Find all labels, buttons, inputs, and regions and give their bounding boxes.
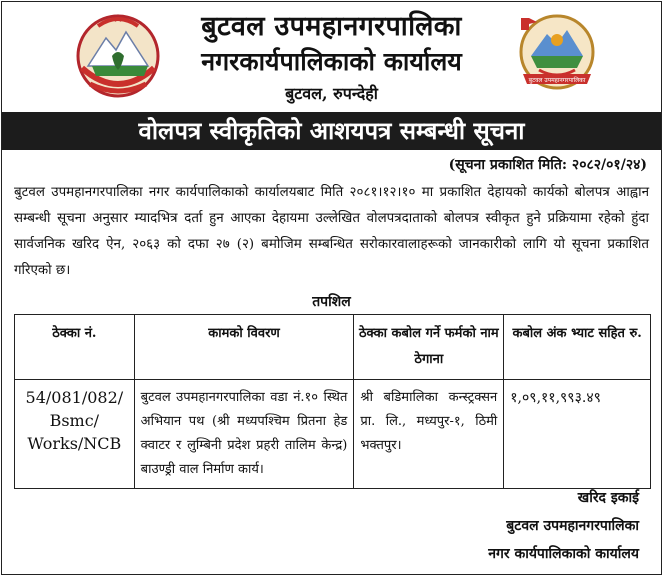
header-work-description: कामको विवरण xyxy=(134,315,354,380)
municipality-name: बुटवल उपमहानगरपालिका xyxy=(201,11,462,42)
table-row xyxy=(15,380,651,489)
footer-municipality-name: बुटवल उपमहानगरपालिका xyxy=(506,518,639,534)
bid-amount-cell: १,०९,११,९९३.४९ xyxy=(504,380,651,489)
contract-no-cell: 54/081/082/ Bsmc/ Works/NCB xyxy=(15,380,135,489)
logo-ribbon-text: बुटवल उपमहानगरपालिका xyxy=(528,77,586,84)
bid-table xyxy=(14,314,651,489)
header-bid-amount: कबोल अंक भ्याट सहित रु. xyxy=(504,315,651,380)
office-location: बुटवल, रुपन्देही xyxy=(285,84,378,103)
header-contract-no: ठेक्का नं. xyxy=(15,315,135,380)
butwal-municipality-logo-icon xyxy=(517,10,597,100)
notice-page xyxy=(1,1,662,575)
bidder-firm-cell: श्री बडिमालिका कन्स्ट्रक्सन प्रा. लि., मध्यपुर-१, ठिमी भक्तपुर। xyxy=(354,380,504,489)
header-bidder-firm: ठेक्का कबोल गर्ने फर्मको नाम ठेगाना xyxy=(354,315,504,380)
notice-body: बुटवल उपमहानगरपालिका नगर कार्यपालिकाको कार्यालयबाट मिति २०८१।१२।१० मा प्रकाशित देहायको कार्यको बोलपत्र आह्वान सम्बन्धी सूचना अनुसार म्यादभित्र दर्ता हुन आएका देहायमा उल्लेखित वोलपत्रदाताको बोलपत्र स्वीकृत हुने प्रक्रियामा रहेको हुंदा सार्वजनिक खरिद ऐन, २०६३ को दफा २७ (२) बमोजिम सम्बन्धित सरोकारवालाहरूको जानकारीको लागि यो सूचना प्रकाशित गरिएको छ। xyxy=(14,185,649,278)
notice-title: वोलपत्र स्वीकृतिको आशयपत्र सम्बन्धी सूचना xyxy=(2,112,661,150)
table-header-row xyxy=(15,315,651,380)
office-name: नगरकार्यपालिकाको कार्यालय xyxy=(201,47,462,76)
procurement-unit: खरिद इकाई xyxy=(577,490,639,506)
published-date: (सूचना प्रकाशित मिति: २०८२/०१/२४) xyxy=(448,157,647,173)
letterhead xyxy=(2,2,661,106)
footer-office-name: नगर कार्यपालिकाको कार्यालय xyxy=(488,546,639,562)
work-description-cell: बुटवल उपमहानगरपालिका वडा नं.१० स्थित अभियान पथ (श्री मध्यपश्चिम प्रितना हेड क्वाटर र लुम्बिनी प्रदेश प्रहरी तालिम केन्द्र) बाउण्ड्री वाल निर्माण कार्य। xyxy=(134,380,354,489)
details-heading: तपशिल xyxy=(312,294,351,310)
